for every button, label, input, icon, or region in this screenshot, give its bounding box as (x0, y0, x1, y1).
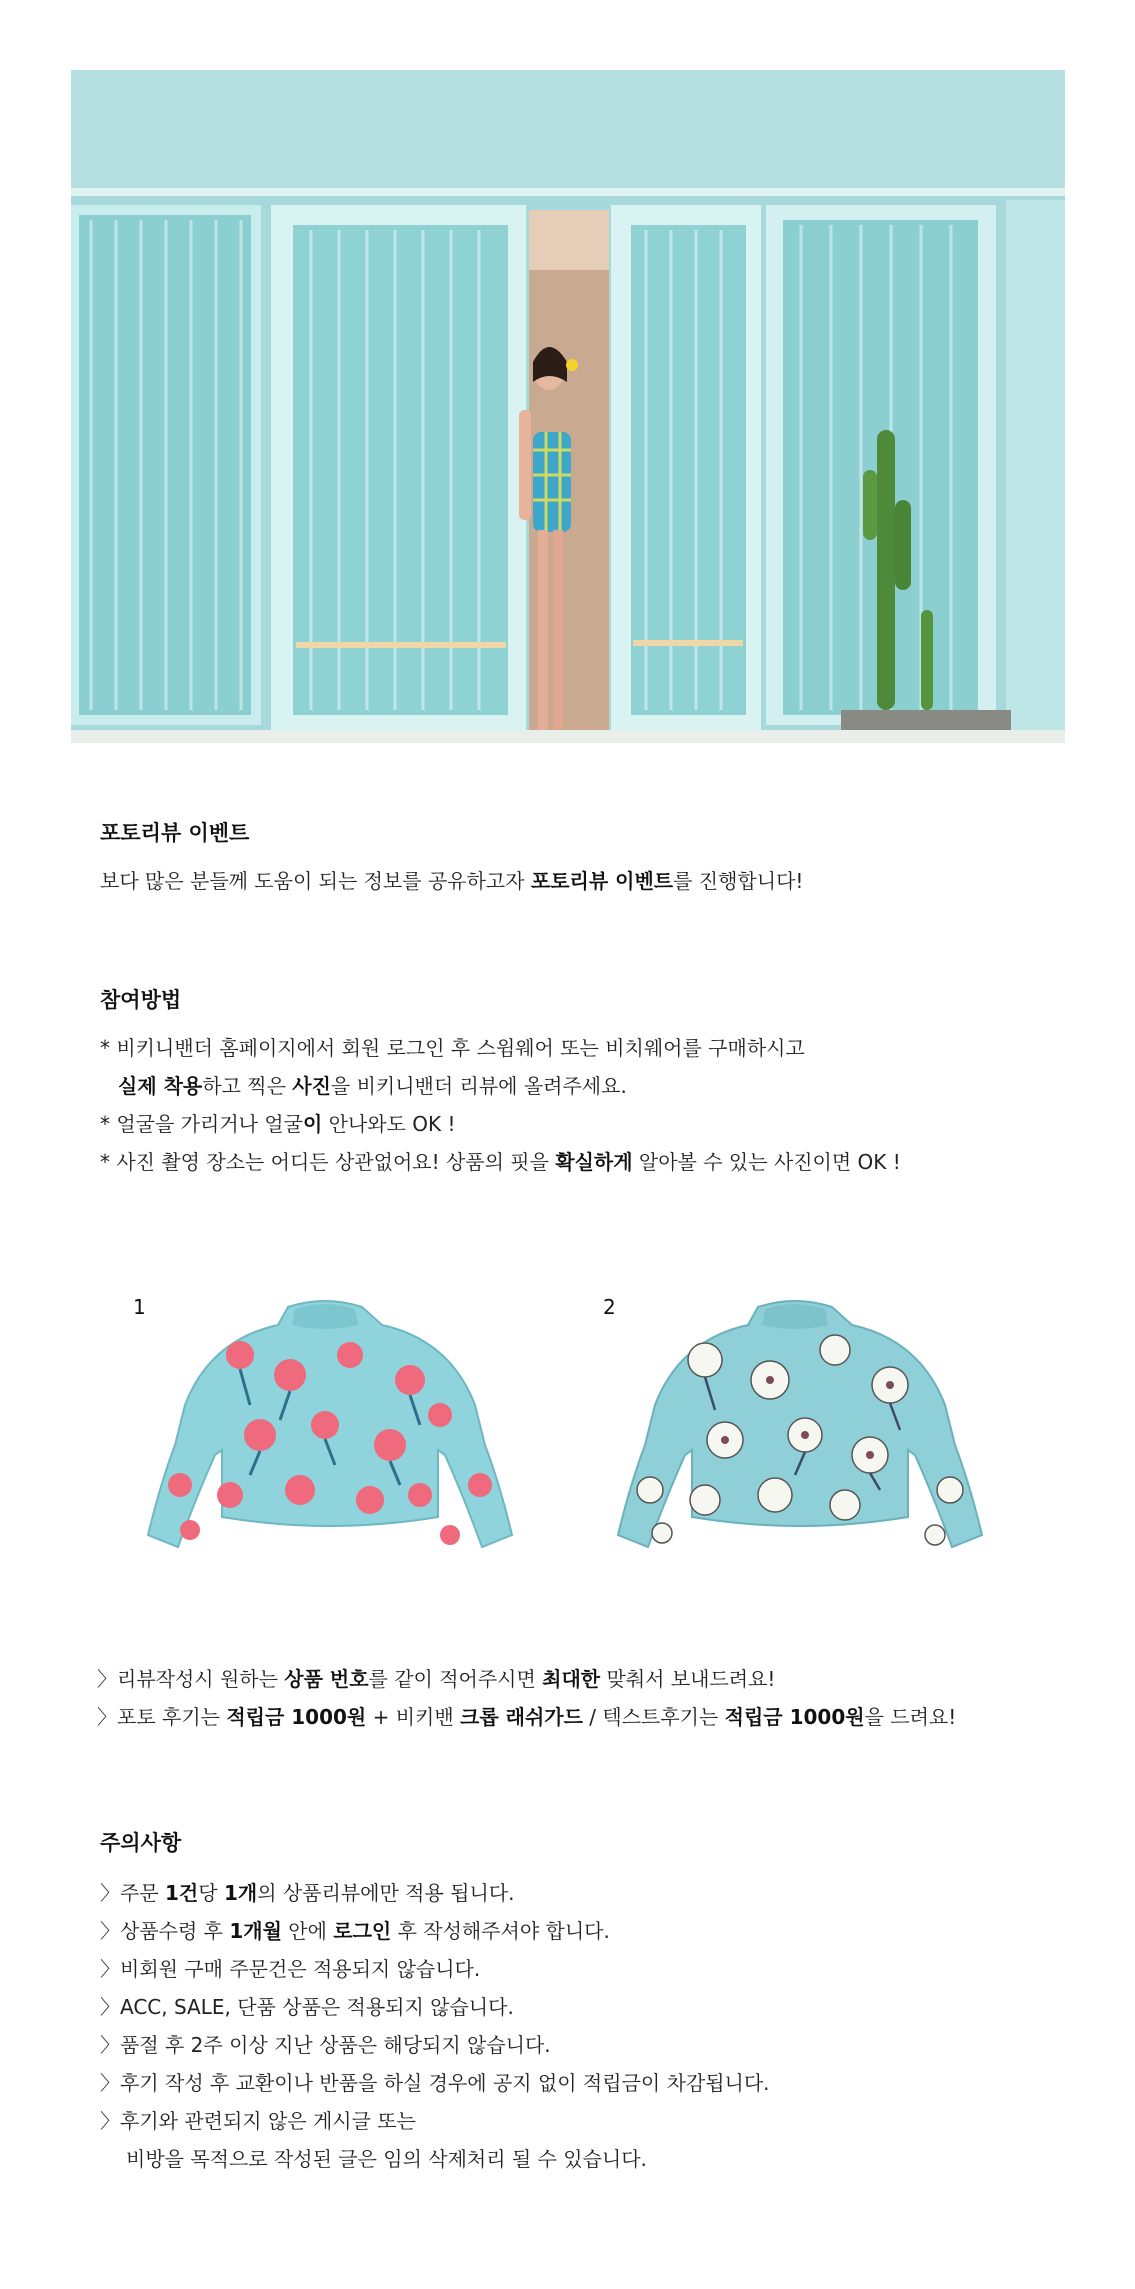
method-line-3-a: * 얼굴을 가리거나 얼굴 (100, 1112, 303, 1136)
review-notes (97, 1660, 956, 1736)
hero-illustration (71, 70, 1065, 743)
method-line-4-c: 알아볼 수 있는 사진이면 OK ! (632, 1150, 901, 1174)
method-line-2-bold-1: 실제 착용 (118, 1074, 203, 1098)
rash-guard-white-icon (590, 1285, 1020, 1575)
caution-1-a: 〉주문 (100, 1881, 165, 1905)
method-line-2-text-1: 하고 찍은 (202, 1074, 293, 1098)
caution-2-d: 로그인 (333, 1919, 392, 1943)
caution-item-7: 〉후기와 관련되지 않은 게시글 또는 (100, 2109, 416, 2133)
review-note-2-g: 을 드려요! (864, 1705, 957, 1729)
caution-1-c: 당 (198, 1881, 224, 1905)
intro-heading: 포토리뷰 이벤트 (100, 821, 250, 845)
method-line-1: * 비키니밴더 홈페이지에서 회원 로그인 후 스윔웨어 또는 비치웨어를 구매하시고 (100, 1036, 805, 1060)
review-note-2-f: 적립금 1000원 (724, 1705, 865, 1729)
caution-item-3: 〉비회원 구매 주문건은 적용되지 않습니다. (100, 1957, 481, 1981)
hero-photo (71, 70, 1065, 743)
caution-item-8: 비방을 목적으로 작성된 글은 임의 삭제처리 될 수 있습니다. (126, 2147, 647, 2171)
method-line-4 (100, 1143, 901, 1181)
method-heading: 참여방법 (100, 988, 182, 1012)
review-note-2-b: 적립금 1000원 (226, 1705, 367, 1729)
review-note-2-d: 크롭 래쉬가드 (460, 1705, 583, 1729)
caution-section (100, 1828, 770, 2178)
caution-heading: 주의사항 (100, 1831, 182, 1855)
caution-1-d: 1개 (223, 1881, 258, 1905)
method-line-3-b: 이 (302, 1112, 323, 1136)
rash-guard-pink-icon (120, 1285, 550, 1575)
caution-item-5: 〉품절 후 2주 이상 지난 상품은 해당되지 않습니다. (100, 2033, 551, 2057)
review-note-1-c: 를 같이 적어주시면 (368, 1667, 543, 1691)
review-note-2 (97, 1698, 956, 1736)
method-line-4-a: * 사진 촬영 장소는 어디든 상관없어요! 상품의 핏을 (100, 1150, 556, 1174)
product-number-2: 2 (603, 1295, 616, 1319)
product-image-1 (120, 1285, 550, 1575)
caution-1-b: 1건 (165, 1881, 199, 1905)
review-note-1-d: 최대한 (542, 1667, 601, 1691)
caution-item-1 (100, 1874, 770, 1912)
caution-2-a: 〉상품수령 후 (100, 1919, 230, 1943)
caution-1-e: 의 상품리뷰에만 적용 됩니다. (257, 1881, 515, 1905)
caution-item-4: 〉ACC, SALE, 단품 상품은 적용되지 않습니다. (100, 1995, 514, 2019)
review-note-1-b: 상품 번호 (284, 1667, 369, 1691)
method-line-2-bold-2: 사진 (292, 1074, 331, 1098)
intro-text-c: 를 진행합니다! (673, 869, 804, 893)
review-note-2-e: / 텍스트후기는 (582, 1705, 725, 1729)
method-line-4-b: 확실하게 (555, 1150, 633, 1174)
intro-text (100, 862, 803, 900)
caution-2-c: 안에 (281, 1919, 334, 1943)
intro-text-b: 포토리뷰 이벤트 (530, 869, 674, 893)
caution-2-e: 후 작성해주셔야 합니다. (391, 1919, 610, 1943)
caution-2-b: 1개월 (229, 1919, 282, 1943)
review-note-2-a: 〉포토 후기는 (97, 1705, 227, 1729)
review-note-1-e: 맞춰서 보내드려요! (600, 1667, 776, 1691)
method-line-2-text-2: 을 비키니밴더 리뷰에 올려주세요. (330, 1074, 627, 1098)
method-line-3 (100, 1105, 901, 1143)
caution-item-6: 〉후기 작성 후 교환이나 반품을 하실 경우에 공지 없이 적립금이 차감됩니다. (100, 2071, 770, 2095)
product-number-1: 1 (133, 1295, 146, 1319)
caution-item-2 (100, 1912, 770, 1950)
product-image-2 (590, 1285, 1020, 1575)
review-note-2-c: + 비키밴 (366, 1705, 461, 1729)
method-line-2 (100, 1067, 901, 1105)
method-line-3-c: 안나와도 OK ! (322, 1112, 456, 1136)
review-note-1-a: 〉리뷰작성시 원하는 (97, 1667, 285, 1691)
intro-section (100, 818, 803, 900)
method-section (100, 985, 901, 1181)
review-note-1 (97, 1660, 956, 1698)
intro-text-a: 보다 많은 분들께 도움이 되는 정보를 공유하고자 (100, 869, 531, 893)
